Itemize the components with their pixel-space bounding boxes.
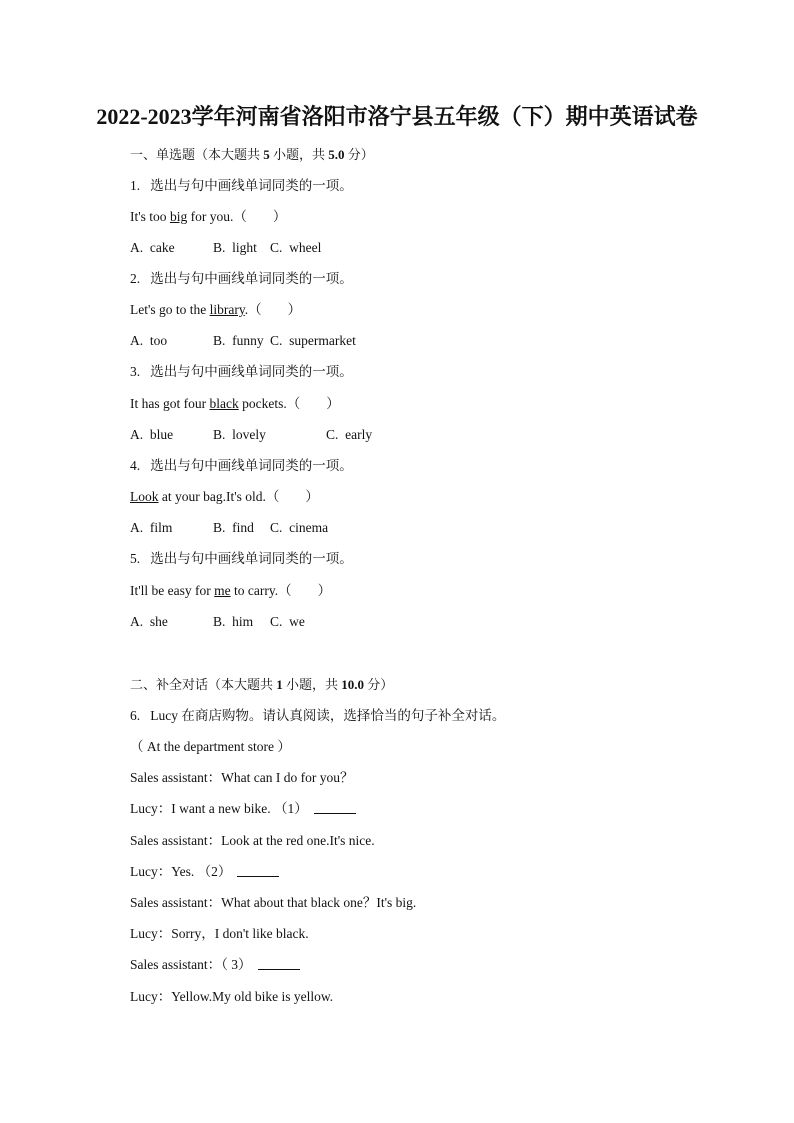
- sentence-after: at your bag.It's old.（: [158, 489, 280, 504]
- question-3-sentence: [130, 395, 340, 413]
- dialogue-text: Yellow.My old bike is yellow.: [171, 989, 334, 1004]
- question-4-option-b[interactable]: [213, 519, 254, 537]
- option-letter: A.: [130, 333, 144, 348]
- dialogue-text: I want a new bike. （1）: [171, 801, 308, 816]
- question-3-option-a[interactable]: [130, 426, 173, 444]
- question-text: 选出与句中画线单词同类的一项。: [150, 458, 353, 473]
- sentence-close: ）: [326, 396, 340, 411]
- question-number: 3.: [130, 364, 141, 379]
- question-1-prompt: [130, 177, 353, 195]
- question-4-prompt: [130, 457, 353, 475]
- option-text: too: [149, 333, 168, 348]
- option-letter: B.: [213, 240, 226, 255]
- dialogue-speaker: Sales assistant：: [130, 895, 222, 910]
- question-1-option-b[interactable]: [213, 239, 257, 257]
- dialogue-speaker: Lucy：: [130, 926, 172, 941]
- option-text: find: [232, 520, 254, 535]
- dialogue-speaker: Lucy：: [130, 989, 172, 1004]
- sentence-after: to carry.（: [230, 583, 292, 598]
- dialogue-speaker: Sales assistant：: [130, 833, 222, 848]
- sentence-close: ）: [317, 583, 332, 598]
- question-5-option-c[interactable]: [270, 613, 305, 631]
- question-number: 1.: [130, 178, 141, 193]
- dialogue-text: Yes. （2）: [171, 864, 232, 879]
- question-text: 选出与句中画线单词同类的一项。: [150, 178, 353, 193]
- question-1-sentence: [130, 208, 286, 226]
- question-2-sentence: [130, 301, 301, 319]
- question-2-option-a[interactable]: [130, 332, 167, 350]
- option-letter: B.: [213, 520, 226, 535]
- dialogue-line: [130, 988, 333, 1006]
- option-text: wheel: [289, 240, 322, 255]
- option-letter: C.: [270, 520, 283, 535]
- dialogue-line: [130, 894, 416, 912]
- section-1-prefix: 一、单选题（本大题共: [130, 147, 264, 162]
- question-text: 选出与句中画线单词同类的一项。: [150, 271, 353, 286]
- question-5-sentence: [130, 582, 331, 600]
- sentence-after: pockets.（: [238, 396, 301, 411]
- section-2-count: 1: [276, 677, 283, 692]
- section-1-heading: [130, 146, 374, 164]
- section-2-suffix: 分）: [364, 677, 394, 692]
- option-letter: C.: [270, 240, 283, 255]
- question-5-option-a[interactable]: [130, 613, 168, 631]
- dialogue-line: [130, 863, 279, 881]
- option-letter: B.: [213, 427, 226, 442]
- option-letter: C.: [270, 333, 283, 348]
- sentence-after: for you.（: [187, 209, 247, 224]
- question-text: 选出与句中画线单词同类的一项。: [150, 551, 353, 566]
- sentence-close: ）: [305, 489, 319, 504]
- dialogue-line: [130, 769, 353, 787]
- underlined-word: Look: [130, 489, 159, 504]
- option-text: cinema: [289, 520, 329, 535]
- dialogue-line: [130, 832, 375, 850]
- section-1-count: 5: [263, 147, 270, 162]
- underlined-word: library: [209, 302, 245, 317]
- sentence-close: ）: [287, 302, 302, 317]
- option-letter: A.: [130, 240, 144, 255]
- option-text: blue: [149, 427, 174, 442]
- question-4-sentence: [130, 488, 319, 506]
- question-number: 4.: [130, 458, 141, 473]
- sentence-close: ）: [272, 209, 287, 224]
- option-letter: C.: [326, 427, 339, 442]
- underlined-word: big: [169, 209, 188, 224]
- dialogue-speaker: Lucy：: [130, 801, 172, 816]
- answer-blank[interactable]: [258, 957, 300, 970]
- option-letter: B.: [213, 333, 226, 348]
- question-1-option-c[interactable]: [270, 239, 321, 257]
- option-text: we: [289, 614, 305, 629]
- option-letter: B.: [213, 614, 226, 629]
- option-text: she: [149, 614, 168, 629]
- question-5-option-b[interactable]: [213, 613, 253, 631]
- question-text: Lucy 在商店购物。请认真阅读，选择恰当的句子补全对话。: [150, 708, 506, 723]
- dialogue-line: [130, 956, 300, 974]
- option-letter: A.: [130, 614, 144, 629]
- option-text: cake: [149, 240, 175, 255]
- option-letter: A.: [130, 427, 144, 442]
- option-text: funny: [232, 333, 264, 348]
- dialogue-text: Look at the red one.It's nice.: [221, 833, 375, 848]
- dialogue-text: （ 3）: [221, 957, 252, 972]
- question-1-option-a[interactable]: [130, 239, 175, 257]
- sentence-before: It's too: [130, 209, 170, 224]
- section-1-score: 5.0: [328, 147, 345, 162]
- dialogue-speaker: Lucy：: [130, 864, 172, 879]
- dialogue-line: [130, 925, 309, 943]
- underlined-word: black: [209, 396, 239, 411]
- dialogue-text: What about that black one？It's big.: [221, 895, 417, 910]
- sentence-after: .（: [244, 302, 262, 317]
- question-4-option-c[interactable]: [270, 519, 328, 537]
- option-text: early: [345, 427, 373, 442]
- question-text: 选出与句中画线单词同类的一项。: [150, 364, 353, 379]
- option-text: lovely: [232, 427, 266, 442]
- option-letter: C.: [270, 614, 283, 629]
- option-letter: A.: [130, 520, 144, 535]
- section-2-score: 10.0: [341, 677, 365, 692]
- question-5-prompt: [130, 550, 353, 568]
- question-number: 6.: [130, 708, 141, 723]
- answer-blank[interactable]: [237, 864, 279, 877]
- section-2-prefix: 二、补全对话（本大题共: [130, 677, 277, 692]
- option-text: him: [232, 614, 254, 629]
- section-2-mid: 小题，共: [282, 677, 342, 692]
- question-6-prompt: [130, 707, 505, 725]
- dialogue-scene: （ At the department store ）: [130, 739, 291, 754]
- question-number: 2.: [130, 271, 141, 286]
- dialogue-text: Sorry，I don't like black.: [171, 926, 309, 941]
- question-2-prompt: [130, 270, 353, 288]
- sentence-before: It has got four: [130, 396, 210, 411]
- dialogue-line: [130, 800, 356, 818]
- question-3-option-c[interactable]: [326, 426, 372, 444]
- option-text: film: [149, 520, 173, 535]
- underlined-word: me: [214, 583, 231, 598]
- section-1-mid: 小题，共: [269, 147, 329, 162]
- sentence-before: Let's go to the: [130, 302, 210, 317]
- question-number: 5.: [130, 551, 141, 566]
- question-2-option-c[interactable]: [270, 332, 356, 350]
- question-3-option-b[interactable]: [213, 426, 266, 444]
- option-text: light: [232, 240, 257, 255]
- question-4-option-a[interactable]: [130, 519, 172, 537]
- dialogue-speaker: Sales assistant：: [130, 770, 222, 785]
- question-3-prompt: [130, 363, 353, 381]
- section-2-heading: [130, 676, 393, 694]
- page-title: 2022-2023学年河南省洛阳市洛宁县五年级（下）期中英语试卷: [96, 104, 698, 129]
- dialogue-text: What can I do for you？: [221, 770, 354, 785]
- answer-blank[interactable]: [314, 801, 356, 814]
- section-1-suffix: 分）: [344, 147, 374, 162]
- question-2-option-b[interactable]: [213, 332, 264, 350]
- dialogue-speaker: Sales assistant：: [130, 957, 222, 972]
- option-text: supermarket: [289, 333, 356, 348]
- sentence-before: It'll be easy for: [130, 583, 215, 598]
